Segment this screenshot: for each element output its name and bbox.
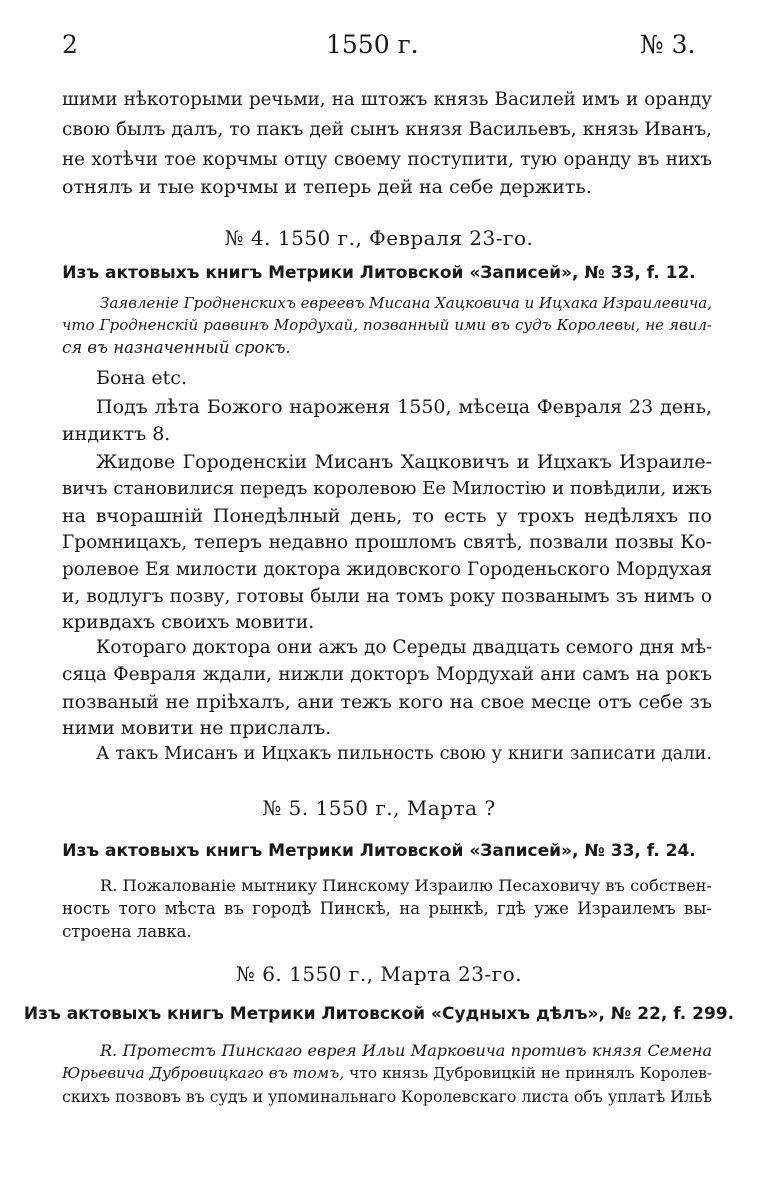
intro-line: свою былъ далъ, то пакъ дей сынъ князя Васильевъ, князь Иванъ, <box>62 119 712 140</box>
page-number: 2 <box>62 30 78 59</box>
doc5-source: Изъ актовыхъ книгъ Метрики Литовской «Записей», № 33, f. 24. <box>62 841 696 861</box>
doc6-summary-line: R. Протестъ Пинскаго еврея Ильи Марковича противъ князя Семена <box>100 1041 712 1060</box>
running-header-year: 1550 г. <box>326 30 419 59</box>
doc5-summary-line: строена лавка. <box>62 922 192 941</box>
doc4-body-line: ролевое Ея милости доктора жидовского Городеньского Мордухая <box>62 559 712 580</box>
doc4-body-line: и, водлугъ позву, готовы были на томъ року позванымъ зъ нимъ о <box>62 586 712 607</box>
doc5-title: № 5. 1550 г., Марта ? <box>262 796 496 820</box>
intro-line: не хотѣчи тое корчмы отцу своему поступити, тую оранду въ нихъ <box>62 149 712 170</box>
doc4-body-line: Жидове Городенскіи Мисанъ Хацковичъ и Ицхакъ Израиле- <box>96 451 712 473</box>
doc6-summary-plain-part: что князь Дубровицкій не принялъ Королев- <box>344 1064 712 1082</box>
doc4-summary-line: что Гродненскій раввинъ Мордухай, позванный ими въ судъ Королевы, не явил- <box>62 316 712 334</box>
doc6-summary-italic-part: Юрьевича Дубровицкаго въ томъ, <box>62 1064 345 1082</box>
doc4-body-line: кривдахъ своихъ мовити. <box>62 611 315 633</box>
doc4-body-line: позваный не пріѣхалъ, ани тежъ кого на свое месце отъ себе зъ <box>62 691 712 713</box>
doc5-summary-line: R. Пожалованіе мытнику Пинскому Израилю Песаховичу въ собствен- <box>100 876 712 895</box>
doc4-body-line: Бона etc. <box>96 367 187 389</box>
doc4-body-line: сяца Февраля ждали, нижли докторъ Мордухай ани самъ на рокъ <box>62 664 712 685</box>
doc4-source: Изъ актовыхъ книгъ Метрики Литовской «Записей», № 33, f. 12. <box>62 263 696 283</box>
doc4-body-line: Подъ лѣта Божого нароженя 1550, мѣсеца Февраля 23 день, <box>96 396 712 418</box>
running-header-doc-number: № 3. <box>640 30 696 59</box>
doc4-body-line: Громницахъ, теперъ недавно прошломъ святѣ, позвали позвы Ко- <box>62 532 712 553</box>
doc4-body-line: на вчорашній Понедѣлный день, то есть у трохъ недѣляхъ по <box>62 505 712 527</box>
doc4-summary-line: ся въ назначенный срокъ. <box>62 338 291 357</box>
doc4-body-line: вичъ становилися передъ королевою Ее Милостію и повѣдили, ижъ <box>62 478 712 499</box>
doc6-summary-line <box>62 1064 712 1082</box>
doc4-body-line: А такъ Мисанъ и Ицхакъ пильность свою у книги записати дали. <box>96 744 712 764</box>
doc6-title: № 6. 1550 г., Марта 23-го. <box>235 962 523 986</box>
intro-line: шими нѣкоторыми речьми, на штожъ князь Василей имъ и оранду <box>62 89 712 110</box>
doc4-body-line: индиктъ 8. <box>62 423 171 445</box>
doc4-title: № 4. 1550 г., Февраля 23-го. <box>224 226 534 250</box>
doc6-summary-line: скихъ позвовъ въ судъ и упоминальнаго Королевскаго листа объ уплатѣ Ильѣ <box>62 1087 713 1106</box>
doc4-summary-line: Заявленіе Гродненскихъ евреевъ Мисана Хацковича и Ицхака Израилевича, <box>100 294 712 312</box>
doc4-body-line: ними мовити не прислалъ. <box>62 717 332 739</box>
doc4-body-line: Котораго доктора они ажъ до Середы двадцать семого дня мѣ- <box>96 637 713 658</box>
intro-line: отнялъ и тые корчмы и теперь дей на себе держить. <box>62 176 592 198</box>
doc6-source: Изъ актовыхъ книгъ Метрики Литовской «Судныхъ дѣлъ», № 22, f. 299. <box>23 1004 735 1024</box>
doc5-summary-line: ность того мѣста въ городѣ Пинскѣ, на рынкѣ, гдѣ уже Израилемъ вы- <box>62 899 712 918</box>
